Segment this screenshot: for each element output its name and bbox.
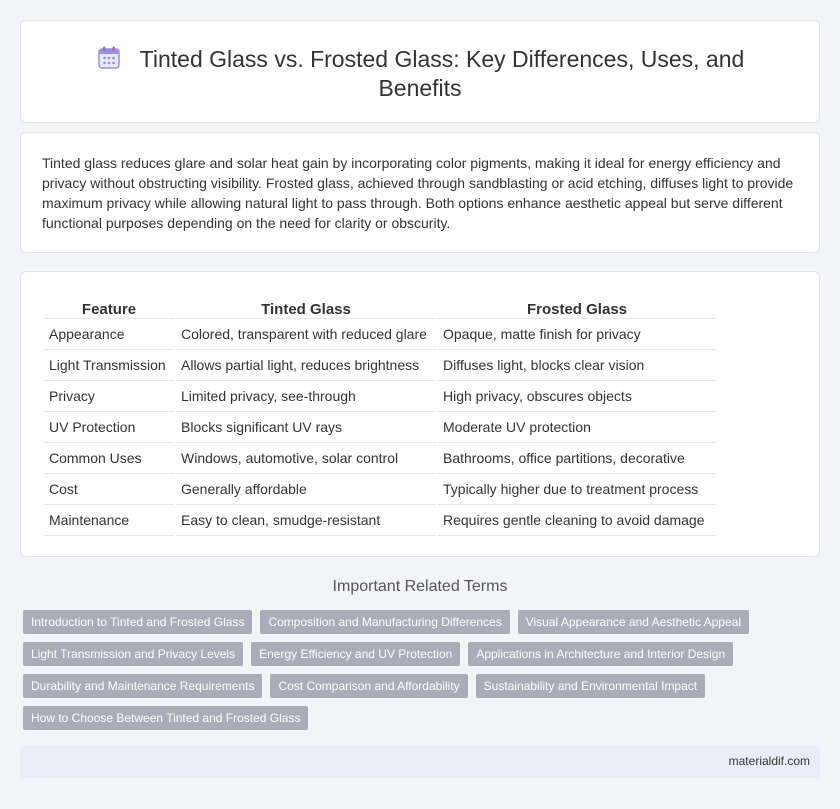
- related-tag[interactable]: Sustainability and Environmental Impact: [476, 674, 705, 698]
- table-cell: Common Uses: [44, 443, 174, 474]
- table-cell: Privacy: [44, 381, 174, 412]
- related-tag[interactable]: Visual Appearance and Aesthetic Appeal: [518, 610, 749, 634]
- table-cell: Diffuses light, blocks clear vision: [438, 350, 716, 381]
- related-tag[interactable]: Applications in Architecture and Interior Design: [468, 642, 733, 666]
- comparison-table: [42, 296, 718, 536]
- intro-paragraph: Tinted glass reduces glare and solar heat gain by incorporating color pigments, making it ideal for energy efficiency and privacy without obstructing visibility. Frosted glass, achieved through sandblasting or acid etching, diffuses light to provide maximum privacy while allowing natural light to pass through. Both options enhance aesthetic appeal but serve different functional purposes depending on the need for clarity or obscurity.: [42, 155, 794, 231]
- table-row: [44, 350, 716, 381]
- table-cell: UV Protection: [44, 412, 174, 443]
- footer: [20, 745, 820, 778]
- table-cell: Requires gentle cleaning to avoid damage: [438, 505, 716, 536]
- table-cell: Typically higher due to treatment process: [438, 474, 716, 505]
- table-cell: Limited privacy, see-through: [176, 381, 436, 412]
- table-cell: Cost: [44, 474, 174, 505]
- table-cell: Windows, automotive, solar control: [176, 443, 436, 474]
- related-tag[interactable]: Energy Efficiency and UV Protection: [251, 642, 460, 666]
- intro-card: [20, 132, 820, 253]
- table-cell: Easy to clean, smudge-resistant: [176, 505, 436, 536]
- table-cell: Appearance: [44, 319, 174, 350]
- table-row: [44, 381, 716, 412]
- related-terms-title: Important Related Terms: [332, 578, 508, 595]
- related-tag[interactable]: Cost Comparison and Affordability: [270, 674, 467, 698]
- table-cell: Bathrooms, office partitions, decorative: [438, 443, 716, 474]
- table-cell: Opaque, matte finish for privacy: [438, 319, 716, 350]
- table-cell: Maintenance: [44, 505, 174, 536]
- title-card: [20, 20, 820, 123]
- related-tag[interactable]: Light Transmission and Privacy Levels: [23, 642, 243, 666]
- table-row: [44, 505, 716, 536]
- related-terms-tags: [23, 610, 803, 738]
- table-row: [44, 412, 716, 443]
- page-title-wrapper: [81, 45, 759, 103]
- calendar-icon: [96, 45, 122, 71]
- footer-source-link[interactable]: materialdif.com: [728, 754, 810, 768]
- related-tag[interactable]: How to Choose Between Tinted and Frosted Glass: [23, 706, 308, 730]
- table-cell: Colored, transparent with reduced glare: [176, 319, 436, 350]
- related-tag[interactable]: Durability and Maintenance Requirements: [23, 674, 262, 698]
- table-cell: Moderate UV protection: [438, 412, 716, 443]
- table-cell: Allows partial light, reduces brightness: [176, 350, 436, 381]
- page-title: Tinted Glass vs. Frosted Glass: Key Differences, Uses, and Benefits: [139, 46, 745, 101]
- table-row: [44, 319, 716, 350]
- table-cell: Generally affordable: [176, 474, 436, 505]
- table-cell: Blocks significant UV rays: [176, 412, 436, 443]
- table-cell: High privacy, obscures objects: [438, 381, 716, 412]
- header-tinted-glass: Tinted Glass: [176, 296, 436, 319]
- related-tag[interactable]: Composition and Manufacturing Differences: [260, 610, 509, 634]
- related-tag[interactable]: Introduction to Tinted and Frosted Glass: [23, 610, 252, 634]
- table-header-row: [44, 296, 716, 319]
- header-frosted-glass: Frosted Glass: [438, 296, 716, 319]
- comparison-table-card: [20, 271, 820, 557]
- table-cell: Light Transmission: [44, 350, 174, 381]
- header-feature: Feature: [44, 296, 174, 319]
- table-row: [44, 443, 716, 474]
- table-row: [44, 474, 716, 505]
